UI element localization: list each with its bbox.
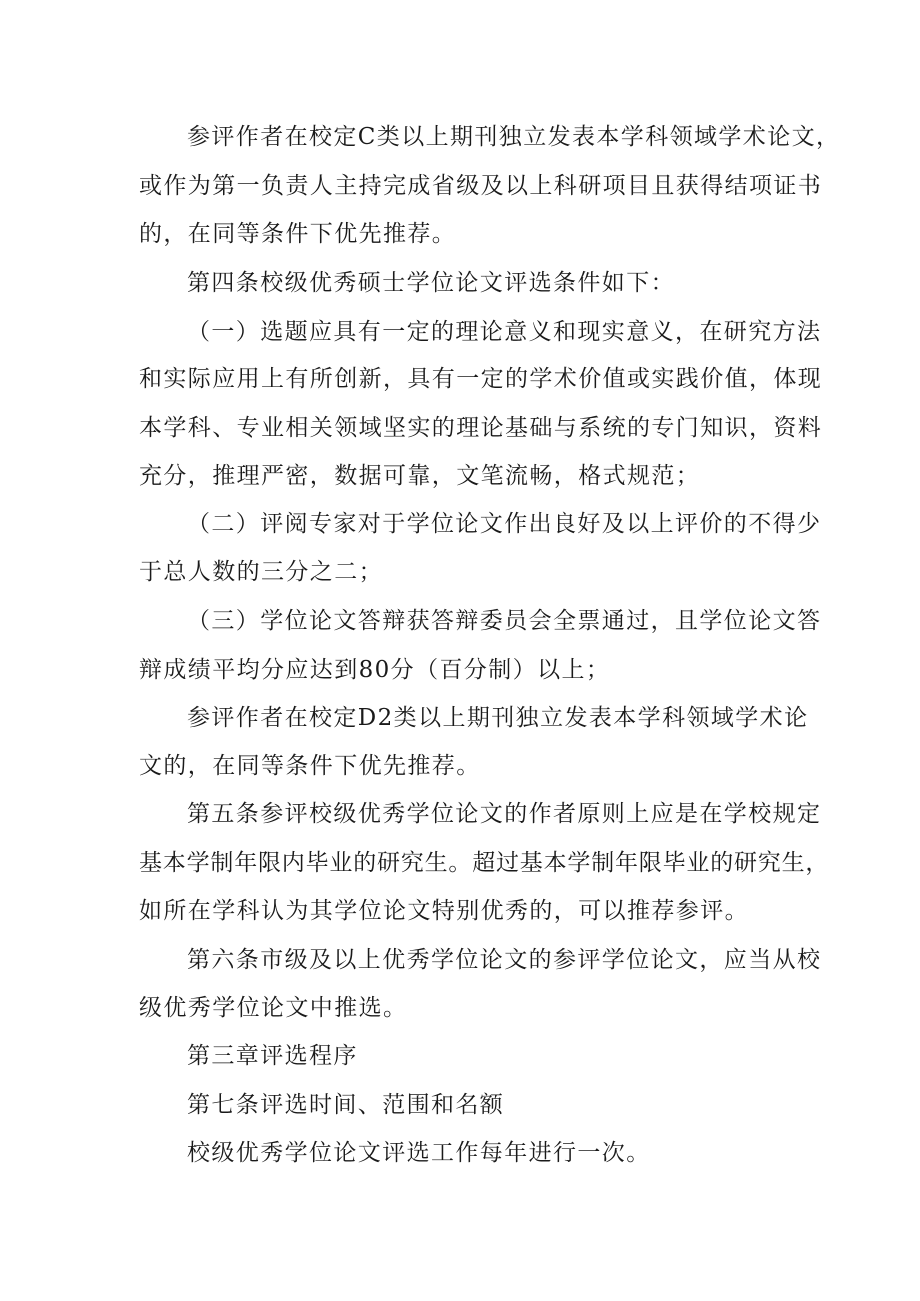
chapter-heading: 第三章评选程序 <box>187 1043 358 1069</box>
paragraph-line: 辩成绩平均分应达到80分（百分制）以上； <box>139 657 611 683</box>
paragraph-line: 级优秀学位论文中推选。 <box>139 995 408 1021</box>
article-heading: 第七条评选时间、范围和名额 <box>187 1092 505 1118</box>
paragraph-line: （三）学位论文答辩获答辩委员会全票通过，且学位论文答 <box>187 608 822 634</box>
paragraph-line: 第六条市级及以上优秀学位论文的参评学位论文，应当从校 <box>187 947 822 973</box>
paragraph-line: 第五条参评校级优秀学位论文的作者原则上应是在学校规定 <box>187 801 822 827</box>
paragraph-line: 参评作者在校定C类以上期刊独立发表本学科领域学术论文， <box>187 124 841 150</box>
paragraph-line: （二）评阅专家对于学位论文作出良好及以上评价的不得少 <box>187 511 822 537</box>
paragraph-line: 和实际应用上有所创新，具有一定的学术价值或实践价值，体现 <box>139 366 823 392</box>
paragraph-line: 参评作者在校定D2类以上期刊独立发表本学科领域学术论 <box>187 705 809 731</box>
paragraph-line: 或作为第一负责人主持完成省级及以上科研项目且获得结项证书 <box>139 173 823 199</box>
paragraph-line: 文的，在同等条件下优先推荐。 <box>139 753 481 779</box>
paragraph-line: 的，在同等条件下优先推荐。 <box>139 221 457 247</box>
paragraph-line: 校级优秀学位论文评选工作每年进行一次。 <box>187 1140 651 1166</box>
article-heading: 第四条校级优秀硕士学位论文评选条件如下： <box>187 270 675 296</box>
paragraph-line: 如所在学科认为其学位论文特别优秀的，可以推荐参评。 <box>139 898 749 924</box>
paragraph-line: （一）选题应具有一定的理论意义和现实意义，在研究方法 <box>187 319 822 345</box>
paragraph-line: 充分，推理严密，数据可靠，文笔流畅，格式规范； <box>139 463 701 489</box>
paragraph-line: 于总人数的三分之二； <box>139 559 383 585</box>
paragraph-line: 基本学制年限内毕业的研究生。超过基本学制年限毕业的研究生， <box>139 850 830 876</box>
paragraph-line: 本学科、专业相关领域坚实的理论基础与系统的专门知识，资料 <box>139 415 823 441</box>
